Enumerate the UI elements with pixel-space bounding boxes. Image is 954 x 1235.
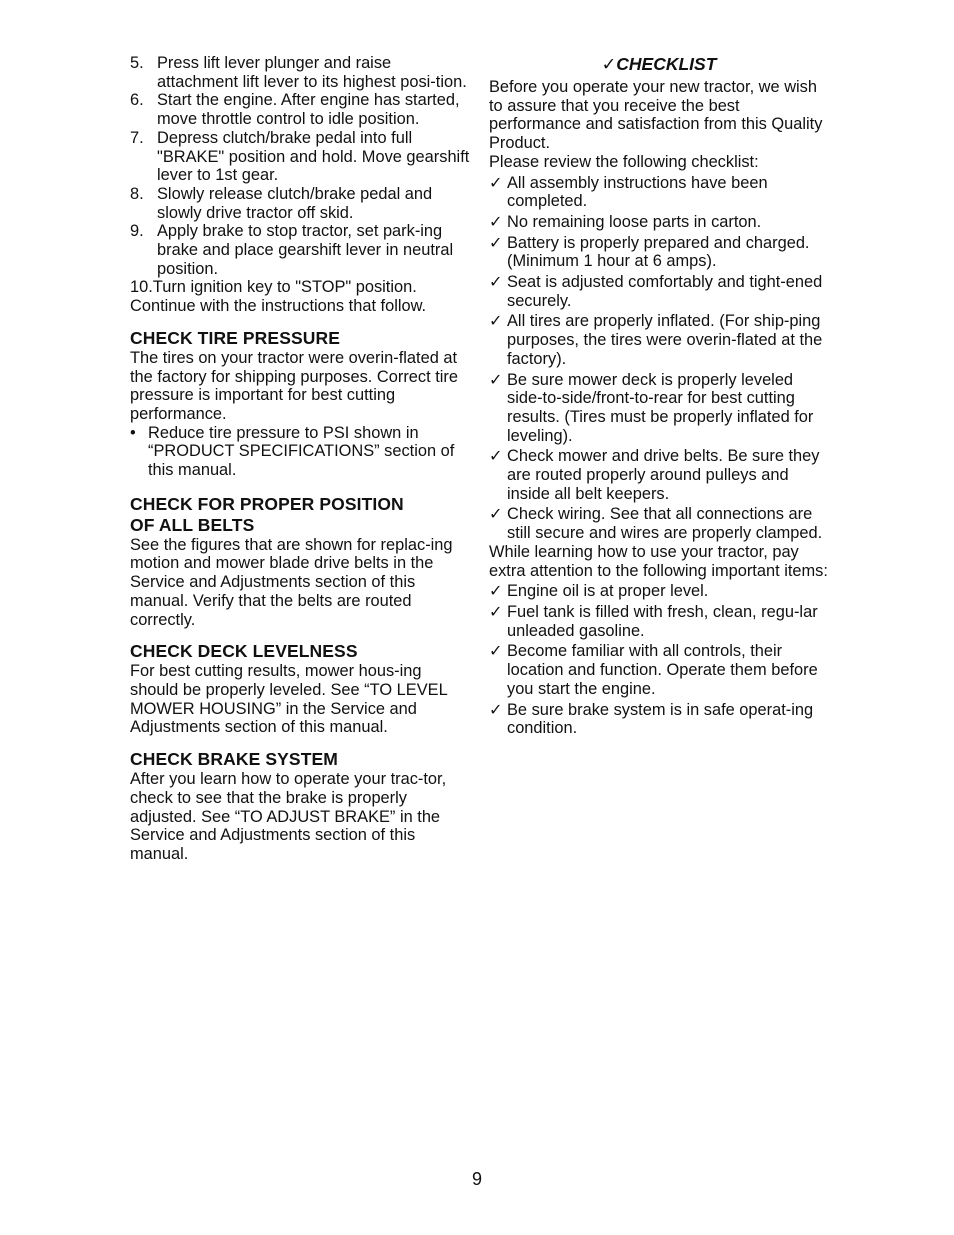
checkmark-icon: ✓	[489, 641, 503, 661]
step-10	[130, 278, 470, 315]
learning-item	[489, 701, 829, 738]
step-number: 6.	[130, 91, 144, 110]
tire-pressure-body: The tires on your tractor were overin-flated at the factory for shipping purposes. Correct tire pressure is important for best cutting performance.	[130, 348, 458, 423]
checkmark-icon: ✓	[489, 311, 503, 331]
checkmark-icon: ✓	[489, 601, 503, 621]
checklist-item-text: All assembly instructions have been completed.	[507, 173, 768, 211]
checkmark-icon: ✓	[489, 232, 503, 252]
checkmark-icon: ✓	[489, 581, 503, 601]
checklist-review: Please review the following checklist:	[489, 152, 759, 171]
step-number: 8.	[130, 184, 144, 203]
belts-heading	[130, 494, 470, 536]
learning-intro: While learning how to use your tractor, pay extra attention to the following important items:	[489, 542, 828, 580]
right-column	[489, 54, 829, 738]
checklist-item-text: Check mower and drive belts. Be sure they are routed properly around pulleys and inside all belt keepers.	[507, 447, 820, 503]
belts-heading-line2: OF ALL BELTS	[130, 514, 255, 535]
checklist-item-text: No remaining loose parts in carton.	[507, 212, 762, 231]
left-column	[130, 54, 470, 864]
step-number: 10.	[130, 278, 153, 297]
step-6	[130, 91, 470, 128]
step-number: 5.	[130, 54, 144, 72]
brake-body: After you learn how to operate your trac-tor, check to see that the brake is properly adjusted. See “TO ADJUST BRAKE” in the Service and Adjustments section of this manual.	[130, 770, 447, 863]
page-number: 9	[471, 1169, 482, 1189]
checklist-item	[489, 213, 829, 232]
checkmark-icon: ✓	[601, 55, 617, 75]
checklist-item-text: Check wiring. See that all connections are still secure and wires are properly clamped.	[507, 505, 823, 543]
deck-heading: CHECK DECK LEVELNESS	[130, 641, 358, 662]
belts-heading-line1: CHECK FOR PROPER POSITION	[130, 493, 404, 514]
step-9	[130, 222, 470, 278]
checklist-item-text: Battery is properly prepared and charged. (Minimum 1 hour at 6 amps).	[507, 233, 810, 271]
checklist-item	[489, 371, 829, 446]
tire-bullet-item	[130, 424, 470, 480]
step-5	[130, 54, 470, 91]
checkmark-icon: ✓	[489, 369, 503, 389]
step-text: Slowly release clutch/brake pedal and slowly drive tractor off skid.	[157, 184, 433, 222]
checkmark-icon: ✓	[489, 504, 503, 524]
step-text: Start the engine. After engine has started, move throttle control to idle position.	[157, 91, 460, 129]
checklist-item	[489, 234, 829, 271]
learning-item-text: Be sure brake system is in safe operat-ing condition.	[507, 700, 814, 738]
checklist-title	[489, 54, 829, 76]
checklist-item	[489, 312, 829, 368]
learning-items	[489, 582, 829, 738]
learning-item-text: Fuel tank is filled with fresh, clean, regu-lar unleaded gasoline.	[507, 602, 818, 640]
checkmark-icon: ✓	[489, 272, 503, 292]
tire-pressure-heading: CHECK TIRE PRESSURE	[130, 327, 340, 348]
belts-body: See the figures that are shown for replac-ing motion and mower blade drive belts in the Service and Adjustments section of this manual. Verify that the belts are routed correctly.	[130, 535, 453, 629]
step-text: Press lift lever plunger and raise attachment lift lever to its highest posi-tion.	[157, 54, 467, 91]
brake-heading: CHECK BRAKE SYSTEM	[130, 749, 338, 770]
step-8	[130, 185, 470, 222]
step-number: 9.	[130, 222, 144, 241]
step-number: 7.	[130, 128, 144, 147]
checkmark-icon: ✓	[489, 446, 503, 466]
bullet-symbol: •	[130, 423, 136, 442]
checklist-title-text: CHECKLIST	[616, 54, 717, 74]
checklist-item	[489, 505, 829, 542]
checklist-items	[489, 174, 829, 543]
steps-list	[130, 54, 470, 316]
checklist-item	[489, 447, 829, 503]
tire-bullet-text: Reduce tire pressure to PSI shown in “PRODUCT SPECIFICATIONS” section of this manual.	[148, 423, 455, 480]
learning-item	[489, 642, 829, 698]
checkmark-icon: ✓	[489, 699, 503, 719]
checklist-item-text: All tires are properly inflated. (For ship-ping purposes, the tires were overin-flated at the factory).	[507, 312, 823, 368]
checklist-intro: Before you operate your new tractor, we wish to assure that you receive the best performance and satisfaction from this Quality Product.	[489, 78, 823, 153]
step-text: Turn ignition key to "STOP" position. Continue with the instructions that follow.	[130, 278, 427, 316]
checklist-item-text: Seat is adjusted comfortably and tight-ened securely.	[507, 273, 823, 310]
checklist-item-text: Be sure mower deck is properly leveled side-to-side/front-to-rear for best cutting results. (Tires must be properly inflated for leveling).	[507, 370, 814, 445]
deck-body: For best cutting results, mower hous-ing should be properly leveled. See “TO LEVEL MOWER HOUSING” in the Service and Adjustments section of this manual.	[130, 662, 448, 737]
learning-item	[489, 582, 829, 601]
step-7	[130, 129, 470, 185]
checkmark-icon: ✓	[489, 211, 503, 231]
checkmark-icon: ✓	[489, 172, 503, 192]
step-text: Depress clutch/brake pedal into full "BRAKE" position and hold. Move gearshift lever to 1st gear.	[157, 128, 470, 185]
step-text: Apply brake to stop tractor, set park-ing brake and place gearshift lever in neutral position.	[157, 222, 454, 278]
checklist-item	[489, 273, 829, 310]
tire-bullets	[130, 424, 470, 480]
learning-item-text: Become familiar with all controls, their location and function. Operate them before you start the engine.	[507, 642, 818, 698]
checklist-item	[489, 174, 829, 211]
learning-item-text: Engine oil is at proper level.	[507, 582, 709, 601]
learning-item	[489, 603, 829, 640]
